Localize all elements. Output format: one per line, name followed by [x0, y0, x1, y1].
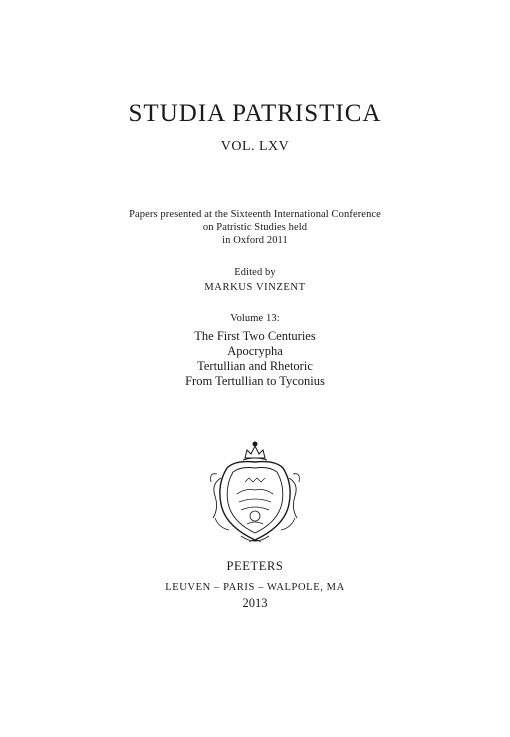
topic-2: Apocrypha — [227, 344, 283, 358]
description-line-3: in Oxford 2011 — [222, 235, 288, 246]
series-volume: VOL. LXV — [220, 139, 290, 154]
publisher-name: PEETERS — [226, 559, 284, 573]
topic-1: The First Two Centuries — [194, 329, 316, 343]
topic-3: Tertullian and Rhetoric — [197, 359, 313, 373]
description-line-2: on Patristic Studies held — [202, 222, 308, 233]
publisher-places: LEUVEN – PARIS – WALPOLE, MA — [165, 582, 345, 593]
publisher-crest-icon — [205, 438, 305, 548]
series-title: STUDIA PATRISTICA — [128, 100, 382, 127]
description-line-1: Papers presented at the Sixteenth International Conference — [129, 209, 381, 220]
volume-label: Volume 13: — [230, 313, 280, 324]
topic-4: From Tertullian to Tyconius — [185, 374, 325, 388]
publication-year: 2013 — [242, 596, 268, 610]
editor-name: MARKUS VINZENT — [204, 282, 306, 293]
edited-by-label: Edited by — [234, 267, 276, 278]
